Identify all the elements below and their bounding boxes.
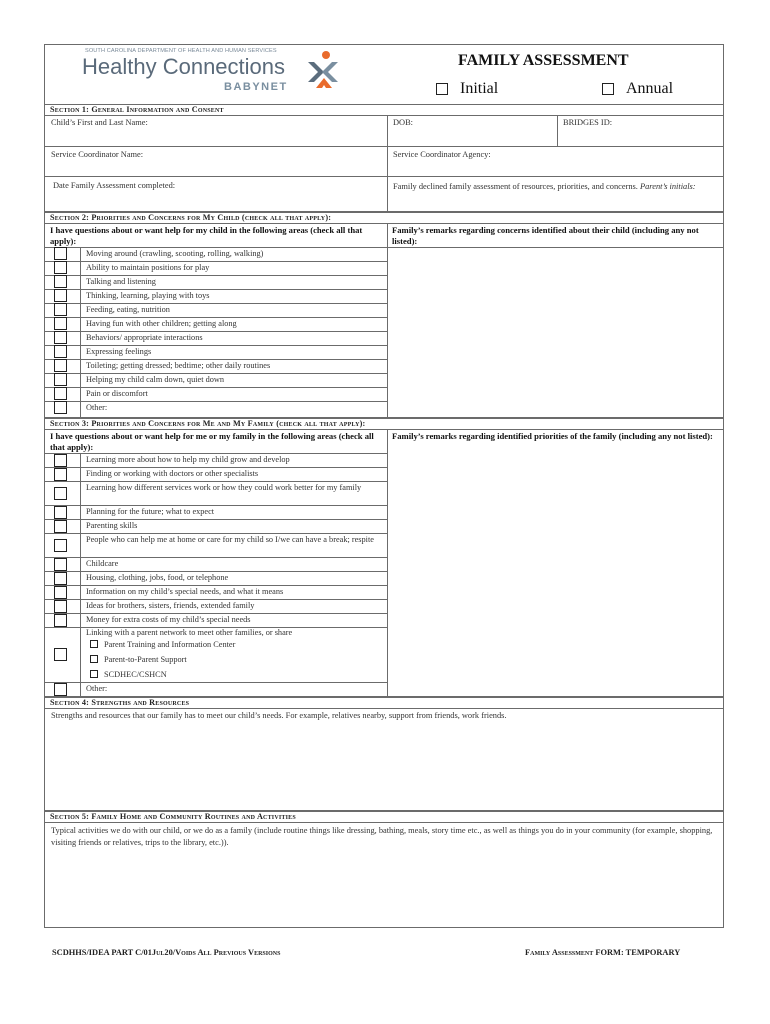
network-option-2-label: SCDHEC/CSHCN bbox=[104, 670, 167, 679]
initial-checkbox[interactable] bbox=[436, 83, 448, 95]
org-line: SOUTH CAROLINA DEPARTMENT OF HEALTH AND HUMAN SERVICES bbox=[85, 48, 277, 54]
checkbox-family-item[interactable] bbox=[54, 614, 67, 627]
child-item-label: Ability to maintain positions for play bbox=[86, 263, 210, 272]
checkbox-child-item[interactable] bbox=[54, 345, 67, 358]
row-divider bbox=[44, 481, 387, 482]
child-item-label: Having fun with other children; getting along bbox=[86, 319, 237, 328]
declined-field[interactable] bbox=[388, 179, 722, 194]
row-divider bbox=[44, 331, 387, 332]
checkbox-child-item[interactable] bbox=[54, 359, 67, 372]
child-item-label: Talking and listening bbox=[86, 277, 156, 286]
family-item-label: Housing, clothing, jobs, food, or telephone bbox=[86, 573, 229, 582]
row-divider bbox=[44, 359, 387, 360]
child-item-label: Moving around (crawling, scooting, rolling, walking) bbox=[86, 249, 264, 258]
network-option-0-checkbox[interactable] bbox=[90, 640, 98, 648]
section5-heading: Section 5: Family Home and Community Routines and Activities bbox=[44, 811, 724, 823]
child-item-label: Behaviors/ appropriate interactions bbox=[86, 333, 203, 342]
row-divider bbox=[44, 585, 387, 586]
checkbox-family-item[interactable] bbox=[54, 454, 67, 467]
dob-field[interactable]: DOB: bbox=[393, 118, 414, 127]
section2-heading: Section 2: Priorities and Concerns for My Child (check all that apply): bbox=[44, 212, 724, 224]
parent-initials-label: Parent’s initials: bbox=[640, 182, 696, 191]
section1-heading: Section 1: General Information and Consent bbox=[44, 104, 724, 116]
checkbox-family-item[interactable] bbox=[54, 572, 67, 585]
row-divider bbox=[44, 317, 387, 318]
brand-sub: BABYNET bbox=[224, 81, 288, 93]
family-item-label: Childcare bbox=[86, 559, 119, 568]
checkbox-parent-network[interactable] bbox=[54, 648, 67, 661]
network-option-1-label: Parent-to-Parent Support bbox=[104, 655, 187, 664]
network-option-1-checkbox[interactable] bbox=[90, 655, 98, 663]
row-divider bbox=[44, 387, 387, 388]
footer-right-form: Family Assessment bbox=[525, 948, 594, 957]
family-item-label: Parenting skills bbox=[86, 521, 138, 530]
row-divider bbox=[44, 533, 387, 534]
row-divider bbox=[44, 401, 387, 402]
logo bbox=[82, 48, 362, 100]
section4-heading: Section 4: Strengths and Resources bbox=[44, 697, 724, 709]
family-item-label: Money for extra costs of my child’s special needs bbox=[86, 615, 251, 624]
section4-box[interactable] bbox=[44, 708, 724, 811]
section3-right-head: Family’s remarks regarding identified priorities of the family (including any not listed): bbox=[392, 431, 713, 441]
child-item-label: Toileting; getting dressed; bedtime; other daily routines bbox=[86, 361, 271, 370]
checkbox-family-item[interactable] bbox=[54, 487, 67, 500]
checkbox-child-item[interactable] bbox=[54, 247, 67, 260]
checkbox-family-item[interactable] bbox=[54, 558, 67, 571]
section5-text: Typical activities we do with our child, or we do as a family (include routine things like dressing, bathing, meals, story time etc., as well as things you do in your community (for example, shopping, visiting friends or relatives, trips to the library, etc.)). bbox=[51, 826, 713, 847]
family-item-label: Ideas for brothers, sisters, friends, extended family bbox=[86, 601, 255, 610]
checkbox-child-item[interactable] bbox=[54, 317, 67, 330]
section3-heading: Section 3: Priorities and Concerns for Me and My Family (check all that apply): bbox=[44, 418, 724, 430]
family-item-label: Learning how different services work or how they could work better for my family bbox=[86, 483, 362, 492]
annual-label: Annual bbox=[626, 80, 674, 97]
footer-left: SCDHHS/IDEA PART C/01Jul20/Voids All Previous Versions bbox=[52, 948, 281, 957]
brand-name: Healthy Connections bbox=[82, 54, 286, 79]
section4-text: Strengths and resources that our family has to meet our child’s needs. For example, relatives nearby, support from friends, work friends. bbox=[51, 711, 507, 720]
row-divider bbox=[44, 303, 387, 304]
checkbox-child-item[interactable] bbox=[54, 289, 67, 302]
checkbox-child-item[interactable] bbox=[54, 331, 67, 344]
child-item-label: Helping my child calm down, quiet down bbox=[86, 375, 225, 384]
checkbox-family-item[interactable] bbox=[54, 520, 67, 533]
row-divider bbox=[44, 519, 387, 520]
child-item-label: Feeding, eating, nutrition bbox=[86, 305, 170, 314]
checkbox-family-item[interactable] bbox=[54, 539, 67, 552]
network-option-0[interactable] bbox=[90, 640, 235, 650]
child-name-field[interactable]: Child’s First and Last Name: bbox=[51, 118, 148, 127]
child-item-label: Expressing feelings bbox=[86, 347, 152, 356]
family-item-label: People who can help me at home or care for my child so I/we can have a break; respite bbox=[86, 535, 374, 544]
row-divider bbox=[44, 289, 387, 290]
checkbox-family-item[interactable] bbox=[54, 506, 67, 519]
checkbox-child-item[interactable] bbox=[54, 261, 67, 274]
row-divider bbox=[44, 345, 387, 346]
row-divider bbox=[44, 557, 387, 558]
checkbox-child-item[interactable] bbox=[54, 401, 67, 414]
checkbox-child-item[interactable] bbox=[54, 387, 67, 400]
checkbox-child-item[interactable] bbox=[54, 303, 67, 316]
row-divider bbox=[44, 571, 387, 572]
section2-left-head: I have questions about or want help for my child in the following areas (check all that apply): bbox=[50, 225, 363, 246]
coordinator-name-field[interactable]: Service Coordinator Name: bbox=[51, 150, 144, 159]
checkbox-family-other[interactable] bbox=[54, 683, 67, 696]
checkbox-family-item[interactable] bbox=[54, 586, 67, 599]
row-divider bbox=[44, 613, 387, 614]
checkbox-family-item[interactable] bbox=[54, 600, 67, 613]
network-option-2[interactable] bbox=[90, 670, 167, 680]
network-label: Linking with a parent network to meet other families, or share bbox=[86, 628, 293, 637]
form-title: FAMILY ASSESSMENT bbox=[458, 52, 629, 69]
child-item-label: Pain or discomfort bbox=[86, 389, 148, 398]
date-completed-field[interactable]: Date Family Assessment completed: bbox=[53, 181, 176, 190]
network-option-2-checkbox[interactable] bbox=[90, 670, 98, 678]
family-item-label: Finding or working with doctors or other specialists bbox=[86, 469, 259, 478]
network-option-0-label: Parent Training and Information Center bbox=[104, 640, 236, 649]
row-divider bbox=[44, 261, 387, 262]
family-item-label: Planning for the future; what to expect bbox=[86, 507, 215, 516]
child-item-label: Thinking, learning, playing with toys bbox=[86, 291, 210, 300]
family-item-label: Learning more about how to help my child grow and develop bbox=[86, 455, 290, 464]
logo-x-icon bbox=[304, 50, 344, 96]
checkbox-child-item[interactable] bbox=[54, 275, 67, 288]
declined-text: Family declined family assessment of resources, priorities, and concerns. bbox=[393, 182, 638, 191]
section3-left-head: I have questions about or want help for me or my family in the following areas (check all that apply): bbox=[50, 431, 374, 452]
row-divider bbox=[44, 599, 387, 600]
checkbox-family-item[interactable] bbox=[54, 468, 67, 481]
network-option-1[interactable] bbox=[90, 655, 187, 665]
row-divider bbox=[44, 467, 387, 468]
row-divider bbox=[44, 373, 387, 374]
footer-right-status: FORM: TEMPORARY bbox=[595, 948, 681, 957]
family-other-label: Other: bbox=[86, 684, 108, 693]
family-item-label: Information on my child’s special needs, and what it means bbox=[86, 587, 284, 596]
section1-grid bbox=[44, 115, 724, 212]
child-item-label: Other: bbox=[86, 403, 108, 412]
bridges-id-field[interactable]: BRIDGES ID: bbox=[563, 118, 613, 127]
checkbox-child-item[interactable] bbox=[54, 373, 67, 386]
row-divider bbox=[44, 505, 387, 506]
initial-label: Initial bbox=[460, 80, 499, 97]
section2-right-head: Family’s remarks regarding concerns identified about their child (including any not listed): bbox=[392, 225, 699, 246]
annual-checkbox[interactable] bbox=[602, 83, 614, 95]
row-divider bbox=[44, 275, 387, 276]
coordinator-agency-field[interactable]: Service Coordinator Agency: bbox=[393, 150, 491, 159]
footer-right bbox=[525, 948, 680, 957]
